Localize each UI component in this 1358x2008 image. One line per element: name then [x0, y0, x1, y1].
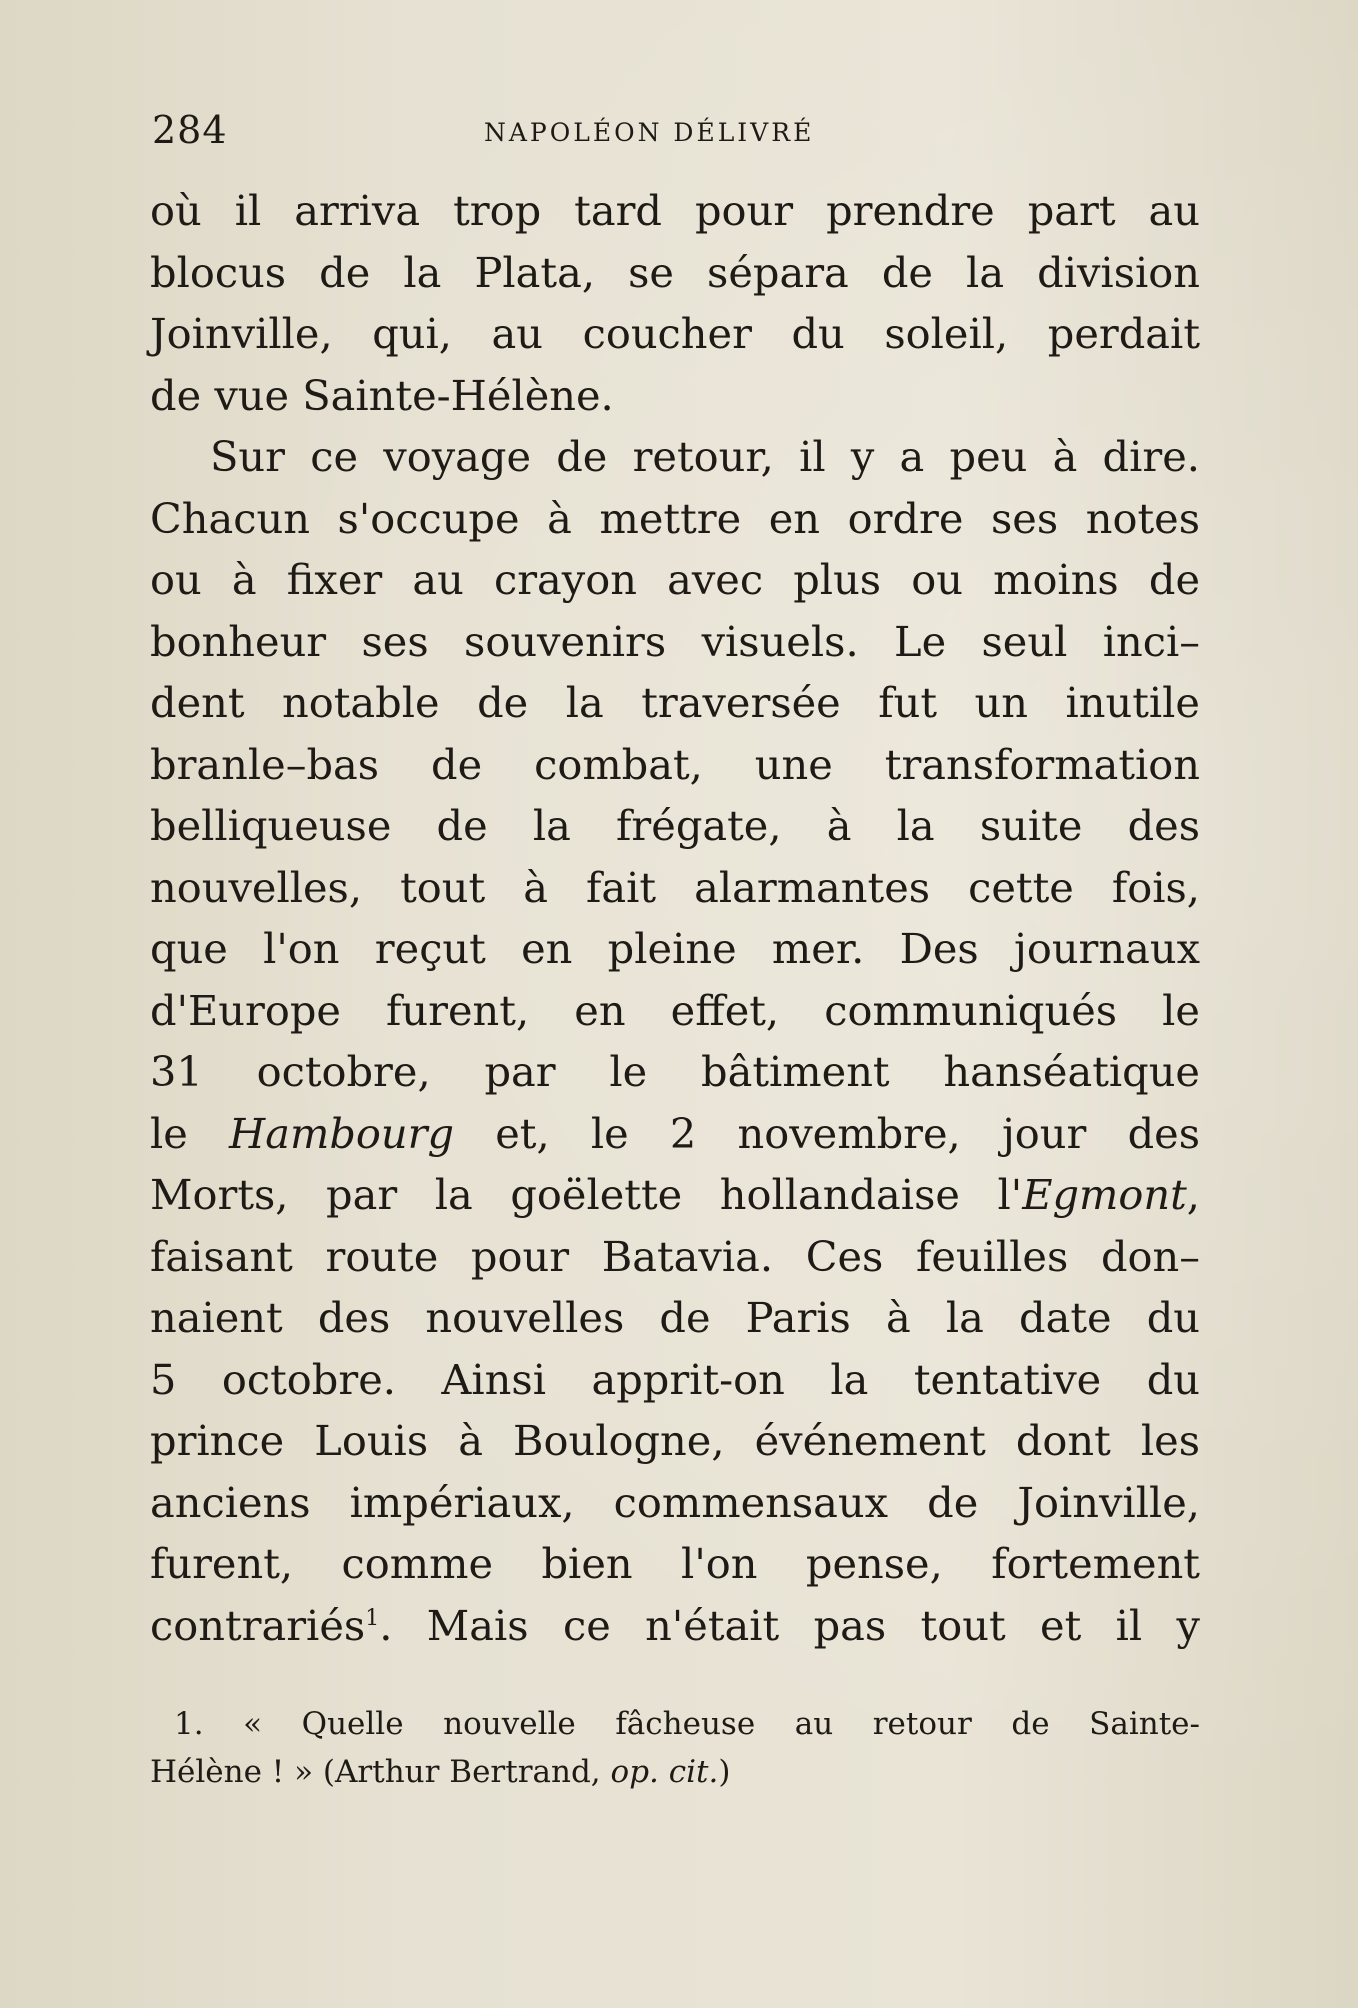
footnote-line [150, 1748, 1200, 1796]
text-line [150, 1595, 1200, 1657]
text-line: blocus de la Plata, se sépara de la division [150, 247, 1200, 297]
text-fragment: Morts, par la goëlette hollandaise l' [150, 1170, 1023, 1219]
text-line: belliqueuse de la frégate, à la suite des [150, 801, 1200, 850]
text-line [150, 1103, 1200, 1165]
citation-abbreviation: op. cit. [610, 1754, 719, 1790]
text-line: anciens impériaux, commensaux de Joinville, [150, 1477, 1200, 1527]
page-number: 284 [152, 108, 228, 152]
text-line: prince Louis à Boulogne, événement dont les [150, 1416, 1200, 1465]
text-line: que l'on reçut en pleine mer. Des journaux [150, 924, 1200, 973]
text-fragment: ) [718, 1754, 731, 1790]
text-line [150, 1164, 1200, 1226]
ship-name-hambourg: Hambourg [229, 1108, 455, 1158]
text-line: Chacun s'occupe à mettre en ordre ses notes [150, 493, 1200, 543]
ship-name-egmont: Egmont [1022, 1170, 1187, 1219]
text-line: Joinville, qui, au coucher du soleil, perdait [150, 309, 1200, 358]
text-line: faisant route pour Batavia. Ces feuilles don– [150, 1231, 1200, 1281]
text-line: dent notable de la traversée fut un inutile [150, 678, 1200, 727]
text-line: 5 octobre. Ainsi apprit-on la tentative du [150, 1354, 1200, 1404]
footnote-line: 1. « Quelle nouvelle fâcheuse au retour de Sainte- [174, 1706, 1200, 1742]
text-line: de vue Sainte-Hélène. [150, 370, 614, 420]
body-text [150, 180, 1200, 1656]
text-line: 31 octobre, par le bâtiment hanséatique [150, 1047, 1200, 1096]
text-fragment: Hélène ! » (Arthur Bertrand, [150, 1754, 611, 1790]
text-line: ou à fixer au crayon avec plus ou moins de [150, 555, 1200, 604]
book-title: NAPOLÉON DÉLIVRÉ [484, 118, 815, 147]
text-line: branle–bas de combat, une transformation [150, 739, 1200, 789]
text-fragment: , [1186, 1170, 1200, 1219]
text-line: où il arriva trop tard pour prendre part au [150, 186, 1200, 235]
text-fragment: et, le 2 novembre, jour des [454, 1108, 1200, 1158]
running-head [152, 108, 1202, 168]
text-line: furent, comme bien l'on pense, fortement [150, 1539, 1200, 1588]
text-fragment: le [150, 1108, 230, 1158]
text-line: nouvelles, tout à fait alarmantes cette fois, [150, 862, 1200, 912]
footnote-reference: 1 [365, 1605, 380, 1631]
text-line: bonheur ses souvenirs visuels. Le seul inci– [150, 616, 1200, 666]
text-fragment: . Mais ce n'était pas tout et il y [379, 1600, 1200, 1650]
paragraph-start-line: Sur ce voyage de retour, il y a peu à dire. [210, 432, 1200, 481]
footnote [150, 1700, 1200, 1796]
text-fragment: contrariés [150, 1600, 366, 1650]
text-line: naient des nouvelles de Paris à la date du [150, 1293, 1200, 1342]
text-line: d'Europe furent, en effet, communiqués le [150, 985, 1200, 1035]
